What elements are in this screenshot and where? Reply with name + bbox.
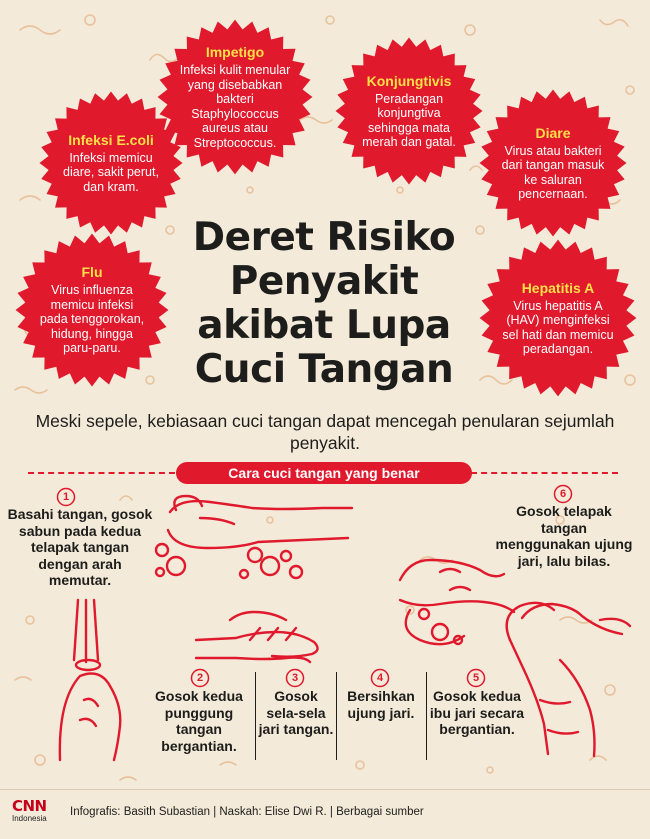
step-number-label: 2: [196, 672, 204, 684]
disease-title: Flu: [81, 264, 103, 281]
step-number-label: 5: [472, 672, 480, 684]
section-label: Cara cuci tangan yang benar: [176, 462, 472, 484]
step-2-text: Gosok kedua punggung tangan bergantian.: [155, 688, 243, 754]
disease-title: Diare: [535, 124, 571, 141]
interlaced-fingers-icon: [196, 612, 318, 662]
disease-desc: Peradangan konjungtiva sehingga mata merah dan gatal.: [362, 91, 456, 149]
disease-title: Hepatitis A: [521, 279, 595, 296]
badge-ecoli: [38, 90, 184, 236]
disease-title: Infeksi E.coli: [68, 131, 154, 148]
step-number-label: 4: [376, 672, 384, 684]
badge-konjungtivis: [334, 36, 484, 186]
logo-text: CNN: [12, 797, 47, 815]
title-line: Deret Risiko: [192, 215, 456, 260]
step-number-1: [56, 487, 76, 507]
footer-divider: [0, 789, 650, 790]
back-of-hand-rub-icon: [156, 496, 352, 578]
title-line: akibat Lupa: [197, 303, 451, 348]
disease-desc: Virus influenza memicu infeksi pada tenggorokan, hidung, hingga paru-paru.: [39, 283, 145, 356]
disease-desc: Virus atau bakteri dari tangan masuk ke saluran pencernaan.: [501, 143, 605, 201]
disease-title: Impetigo: [205, 44, 265, 60]
step-4-text: Bersihkan ujung jari.: [347, 688, 415, 721]
step-number-label: 6: [559, 488, 567, 500]
logo-subtext: Indonesia: [12, 814, 47, 823]
disease-desc: Infeksi kulit menular yang disebabkan bakteri Staphylococcus aureus atau Streptococcus.: [179, 63, 291, 150]
step-3-text: Gosok sela-sela jari tangan.: [258, 688, 334, 737]
step-separator: [255, 672, 256, 760]
footer-credits: Infografis: Basith Subastian | Naskah: Elise Dwi R. | Berbagai sumber: [70, 806, 424, 818]
hands-under-tap-icon: [60, 600, 120, 760]
step-number-5: [466, 668, 486, 688]
step-number-label: 1: [62, 491, 70, 503]
fingertips-palm-icon: [400, 560, 514, 644]
step-number-2: [190, 668, 210, 688]
step-1-text: Basahi tangan, gosok sabun pada kedua telapak tangan dengan arah memutar.: [7, 506, 153, 588]
disease-desc: Infeksi memicu diare, sakit perut, dan kram.: [63, 150, 159, 194]
badge-flu: [14, 232, 170, 388]
step-separator: [336, 672, 337, 760]
step-6-text: Gosok telapak tangan menggunakan ujung jari, lalu bilas.: [495, 503, 633, 569]
title-line: Penyakit: [229, 259, 419, 304]
title-line: Cuci Tangan: [194, 347, 454, 392]
subtitle: Meski sepele, kebiasaan cuci tangan dapat mencegah penularan sejumlah penyakit.: [35, 411, 615, 453]
step-number-4: [370, 668, 390, 688]
step-separator: [426, 672, 427, 760]
step-number-6: [553, 484, 573, 504]
step-number-label: 3: [291, 672, 299, 684]
page-title: [176, 216, 472, 392]
badge-hepatitis-a: [478, 238, 638, 398]
step-number-3: [285, 668, 305, 688]
cnn-indonesia-logo: [12, 798, 62, 830]
step-5-text: Gosok kedua ibu jari secara bergantian.: [429, 688, 525, 737]
disease-title: Konjungtivis: [366, 72, 452, 89]
disease-desc: Virus hepatitis A (HAV) menginfeksi sel hati dan memicu peradangan.: [502, 298, 614, 356]
badge-diare: [478, 88, 628, 238]
